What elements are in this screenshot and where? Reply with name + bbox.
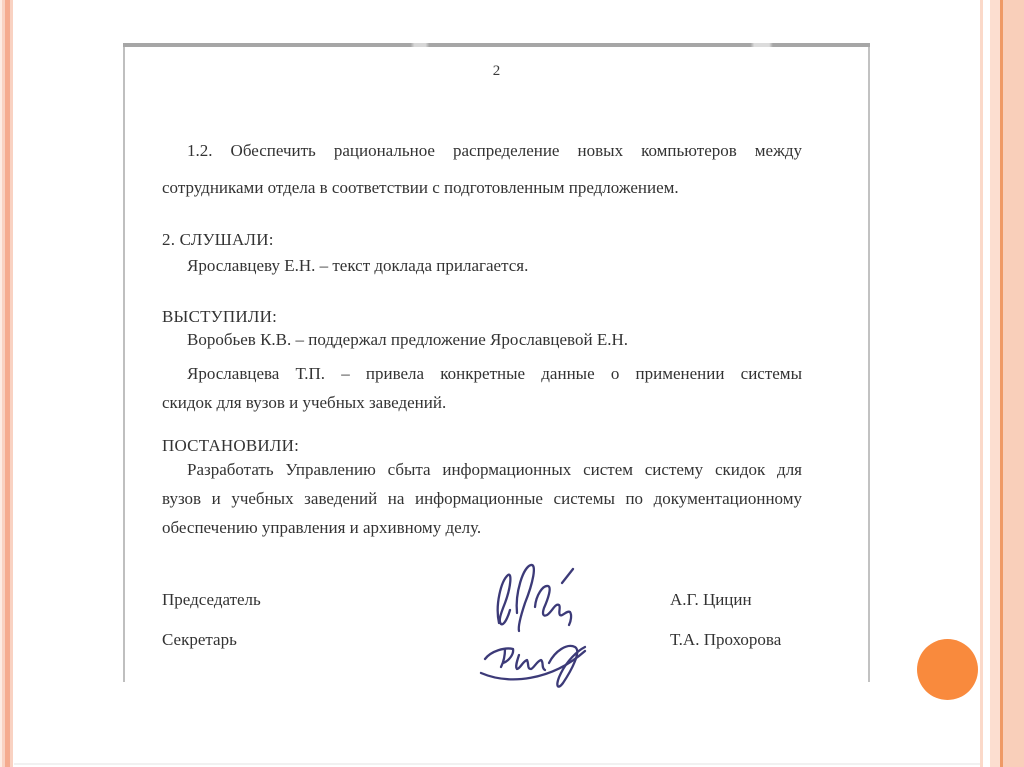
page-number: 2 (492, 63, 501, 79)
page-top-edge (123, 43, 870, 47)
heading-slushali: 2. СЛУШАЛИ: (162, 230, 274, 249)
vystupili-item-2-line-2: скидок для вузов и учебных заведений. (162, 393, 447, 412)
signature-name-secretary: Т.А. Прохорова (670, 630, 782, 649)
heading-postanovili: ПОСТАНОВИЛИ: (162, 436, 300, 455)
document-page (123, 43, 870, 682)
secretary-signature-icon (481, 646, 585, 687)
signature-role-chairman: Председатель (162, 590, 261, 609)
clause-1-2-line-1: 1.2. Обеспечить рациональное распределение новых компьютеров между (187, 141, 802, 160)
vystupili-item-2-line-1: Ярославцева Т.П. – привела конкретные данные о применении системы (187, 364, 802, 383)
signature-role-secretary: Секретарь (162, 630, 237, 649)
postanovili-line-2: вузов и учебных заведений на информационные системы по документационному (162, 489, 802, 508)
clause-1-2-line-2: сотрудниками отдела в соответствии с подготовленным предложением. (162, 178, 679, 197)
postanovili-line-1: Разработать Управлению сбыта информационных систем систему скидок для (187, 460, 802, 479)
vystupili-item-1: Воробьев К.В. – поддержал предложение Ярославцевой Е.Н. (187, 330, 628, 349)
slushali-item: Ярославцеву Е.Н. – текст доклада прилагается. (187, 256, 529, 275)
heading-vystupili: ВЫСТУПИЛИ: (162, 307, 278, 326)
orange-accent-circle (917, 639, 978, 700)
left-border-stripes (0, 0, 14, 767)
right-border-stripes (980, 0, 1024, 767)
handwritten-signatures-icon (465, 555, 595, 705)
signature-name-chairman: А.Г. Цицин (670, 590, 752, 609)
postanovili-line-3: обеспечению управления и архивному делу. (162, 518, 482, 537)
chairman-signature-icon (498, 565, 573, 631)
slide-bottom-edge (0, 763, 1024, 765)
